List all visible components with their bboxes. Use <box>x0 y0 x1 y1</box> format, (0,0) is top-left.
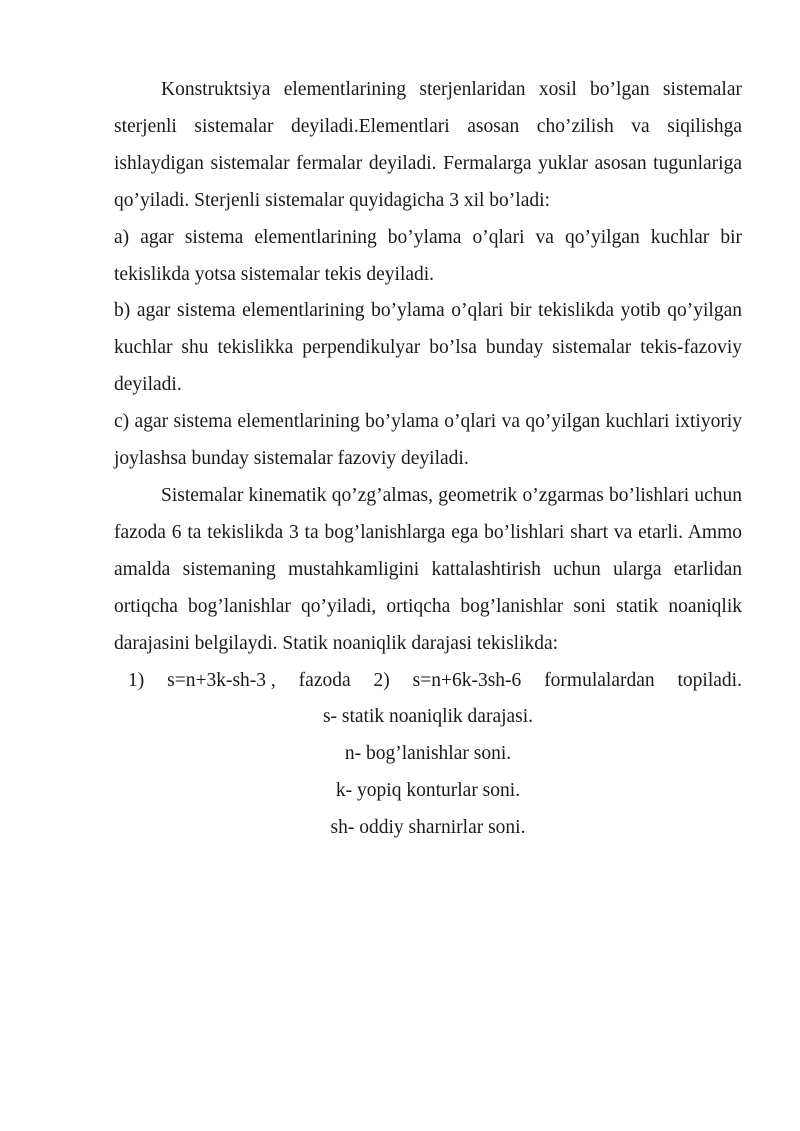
definition-n: n- bog’lanishlar soni. <box>344 743 512 765</box>
formula-word-topiladi: topiladi. <box>677 669 742 691</box>
list-item-a: a) agar sistema elementlarining bo’ylama o’qlari va qo’yilgan kuchlar bir tekislikda yotsa sistemalar tekis deyiladi. <box>114 226 742 285</box>
list-item-b: b) agar sistema elementlarining bo’ylama o’qlari bir tekislikda yotib qo’yilgan kuchlar shu tekislikka perpendikulyar bo’lsa bunday sistemalar tekis-fazoviy deyiladi. <box>114 300 742 396</box>
formula-number-1: 1) <box>128 669 145 691</box>
formula-fazoda-label: fazoda <box>298 669 351 691</box>
document-page <box>114 72 742 847</box>
definition-sh: sh- oddiy sharnirlar soni. <box>330 817 526 839</box>
formula-plane: s=n+3k-sh-3 , <box>167 669 276 691</box>
formula-word-formulalardan: formulalardan <box>544 669 655 691</box>
formula-space: s=n+6k-3sh-6 <box>412 669 522 691</box>
definition-k: k- yopiq konturlar soni. <box>335 780 521 802</box>
intro-paragraph: Konstruktsiya elementlarining sterjenlaridan xosil bo’lgan sistemalar sterjenli sistemalar deyiladi.Elementlari asosan cho’zilish va siqilishga ishlaydigan sistemalar fermalar deyiladi. Fermalarga yuklar asosan tugunlariga qo’yiladi. Sterjenli sistemalar quyidagicha 3 xil bo’ladi: <box>114 79 742 211</box>
second-paragraph: Sistemalar kinematik qo’zg’almas, geometrik o’zgarmas bo’lishlari uchun fazoda 6 ta tekislikda 3 ta bog’lanishlarga ega bo’lishlari shart va etarli. Ammo amalda sistemaning mustahkamligini kattalashtirish uchun ularga etarlidan ortiqcha bog’lanishlar qo’yiladi, ortiqcha bog’lanishlar soni statik noaniqlik darajasini belgilaydi. Statik noaniqlik darajasi tekislikda: <box>114 484 742 654</box>
definition-s: s- statik noaniqlik darajasi. <box>322 706 534 728</box>
formula-number-2: 2) <box>373 669 390 691</box>
formula-line <box>114 663 742 700</box>
list-item-c: c) agar sistema elementlarining bo’ylama o’qlari va qo’yilgan kuchlari ixtiyoriy joylashsa bunday sistemalar fazoviy deyiladi. <box>114 411 742 470</box>
